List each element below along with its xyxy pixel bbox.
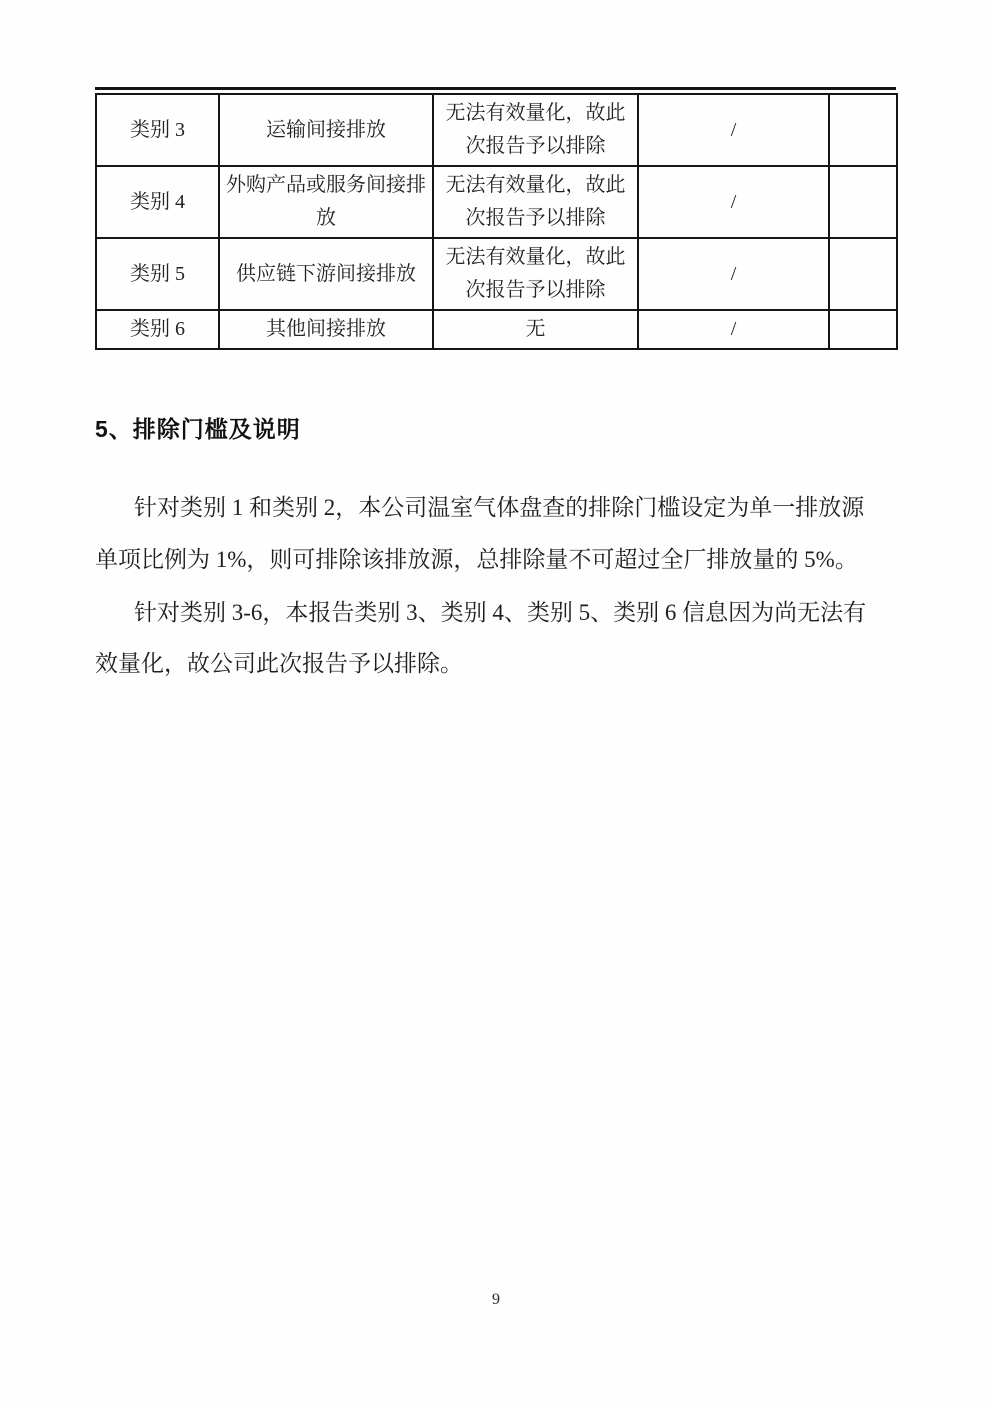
source-cell: 外购产品或服务间接排放 [219, 166, 433, 238]
note-cell: 无法有效量化，故此次报告予以排除 [433, 94, 638, 166]
paragraph-2-line-1: 针对类别 3-6，本报告类别 3、类别 4、类别 5、类别 6 信息因为尚无法有 [134, 600, 867, 625]
extra-cell [829, 166, 897, 238]
category-cell: 类别 3 [96, 94, 219, 166]
value-cell: / [638, 94, 829, 166]
paragraph-2-line-2: 效量化，故公司此次报告予以排除。 [95, 651, 463, 676]
table-top-rule [95, 87, 896, 90]
note-cell: 无法有效量化，故此次报告予以排除 [433, 166, 638, 238]
category-cell: 类别 6 [96, 310, 219, 349]
table-row [96, 310, 897, 349]
category-cell: 类别 5 [96, 238, 219, 310]
source-cell: 运输间接排放 [219, 94, 433, 166]
paragraph-1-line-2: 单项比例为 1%，则可排除该排放源，总排除量不可超过全厂排放量的 5%。 [95, 547, 858, 572]
emission-categories-table [95, 93, 898, 350]
category-cell: 类别 4 [96, 166, 219, 238]
extra-cell [829, 238, 897, 310]
extra-cell [829, 310, 897, 349]
value-cell: / [638, 238, 829, 310]
source-cell: 供应链下游间接排放 [219, 238, 433, 310]
note-cell: 无 [433, 310, 638, 349]
extra-cell [829, 94, 897, 166]
value-cell: / [638, 166, 829, 238]
table-row [96, 238, 897, 310]
table-row [96, 166, 897, 238]
page-number: 9 [492, 1291, 500, 1308]
note-cell: 无法有效量化，故此次报告予以排除 [433, 238, 638, 310]
source-cell: 其他间接排放 [219, 310, 433, 349]
section-heading: 5、排除门槛及说明 [95, 416, 301, 442]
paragraph-1-line-1: 针对类别 1 和类别 2，本公司温室气体盘查的排除门槛设定为单一排放源 [134, 495, 865, 520]
value-cell: / [638, 310, 829, 349]
table-row [96, 94, 897, 166]
